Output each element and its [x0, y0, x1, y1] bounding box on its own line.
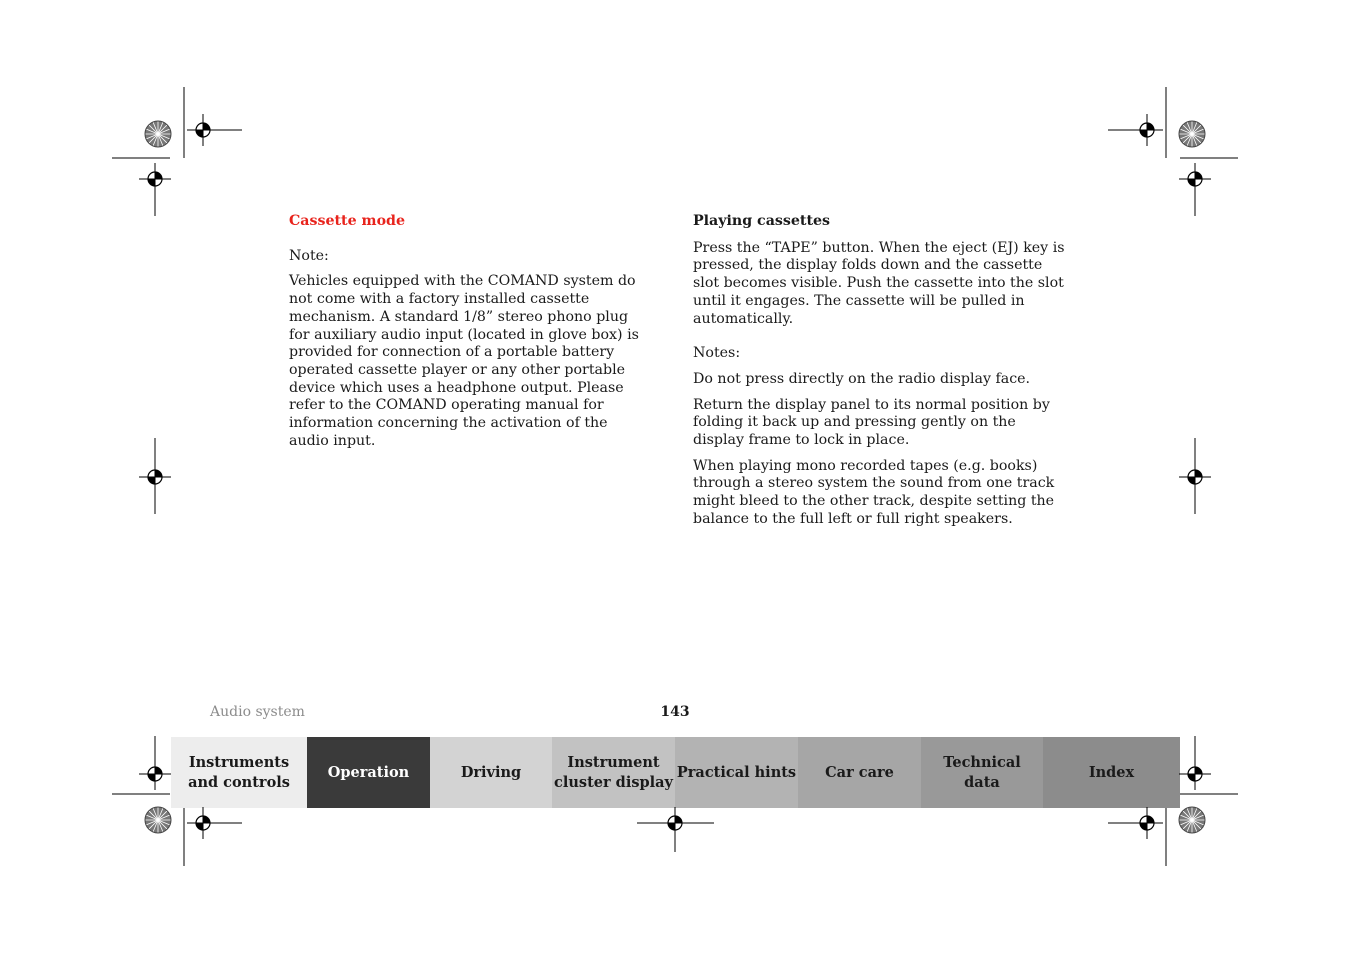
footer-section-title: Audio system	[210, 704, 305, 720]
note-item: Return the display panel to its normal position by folding it back up and pressing gently on the display frame to lock in place.	[693, 396, 1050, 449]
tab-practical-hints[interactable]: Practical hints	[675, 737, 798, 808]
registration-mark	[659, 807, 691, 839]
tab-instrument-cluster-display[interactable]: Instrument cluster display	[552, 737, 675, 808]
tab-index[interactable]: Index	[1043, 737, 1180, 808]
right-column	[693, 213, 1065, 529]
registration-mark	[187, 807, 219, 839]
chapter-nav-bar	[171, 737, 1180, 808]
note-item: When playing mono recorded tapes (e.g. books) through a stereo system the sound from one track might bleed to the other track, despite setting the balance to the full left or full right speakers.	[693, 457, 1055, 527]
tab-driving[interactable]: Driving	[430, 737, 552, 808]
note-text: Vehicles equipped with the COMAND system do not come with a factory installed cassette mechanism. A standard 1/8” stereo phono plug for auxiliary audio input (located in glove box) is provided for connection of a portable battery operated cassette player or any other portable device which uses a headphone output. Please refer to the COMAND operating manual for information concerning the activation of the audio input.	[289, 273, 639, 449]
page-number: 143	[660, 704, 690, 720]
note-label: Note:	[289, 247, 329, 264]
registration-mark	[139, 461, 171, 493]
color-target-icon	[145, 121, 171, 147]
tab-instruments-and-controls[interactable]: Instruments and controls	[171, 737, 307, 808]
subsection-heading: Playing cassettes	[693, 213, 831, 229]
registration-mark	[139, 758, 171, 790]
intro-paragraph: Press the “TAPE” button. When the eject (EJ) key is pressed, the display folds down and the cassette slot becomes visible. Push the cassette into the slot until it engages. The cassette will be pulled in automatically.	[693, 239, 1065, 327]
color-target-icon	[145, 807, 171, 833]
registration-mark	[1179, 758, 1211, 790]
registration-mark	[139, 163, 171, 195]
tab-operation[interactable]: Operation	[307, 737, 430, 808]
tab-technical-data[interactable]: Technical data	[921, 737, 1043, 808]
tab-car-care[interactable]: Car care	[798, 737, 921, 808]
registration-mark	[1131, 114, 1163, 146]
left-column	[289, 213, 649, 450]
note-item: Do not press directly on the radio display face.	[693, 370, 1031, 387]
registration-mark	[1179, 163, 1211, 195]
section-heading: Cassette mode	[289, 213, 405, 229]
color-target-icon	[1179, 121, 1205, 147]
notes-label: Notes:	[693, 345, 741, 362]
registration-mark	[187, 114, 219, 146]
registration-mark	[1131, 807, 1163, 839]
color-target-icon	[1179, 807, 1205, 833]
registration-mark	[1179, 461, 1211, 493]
